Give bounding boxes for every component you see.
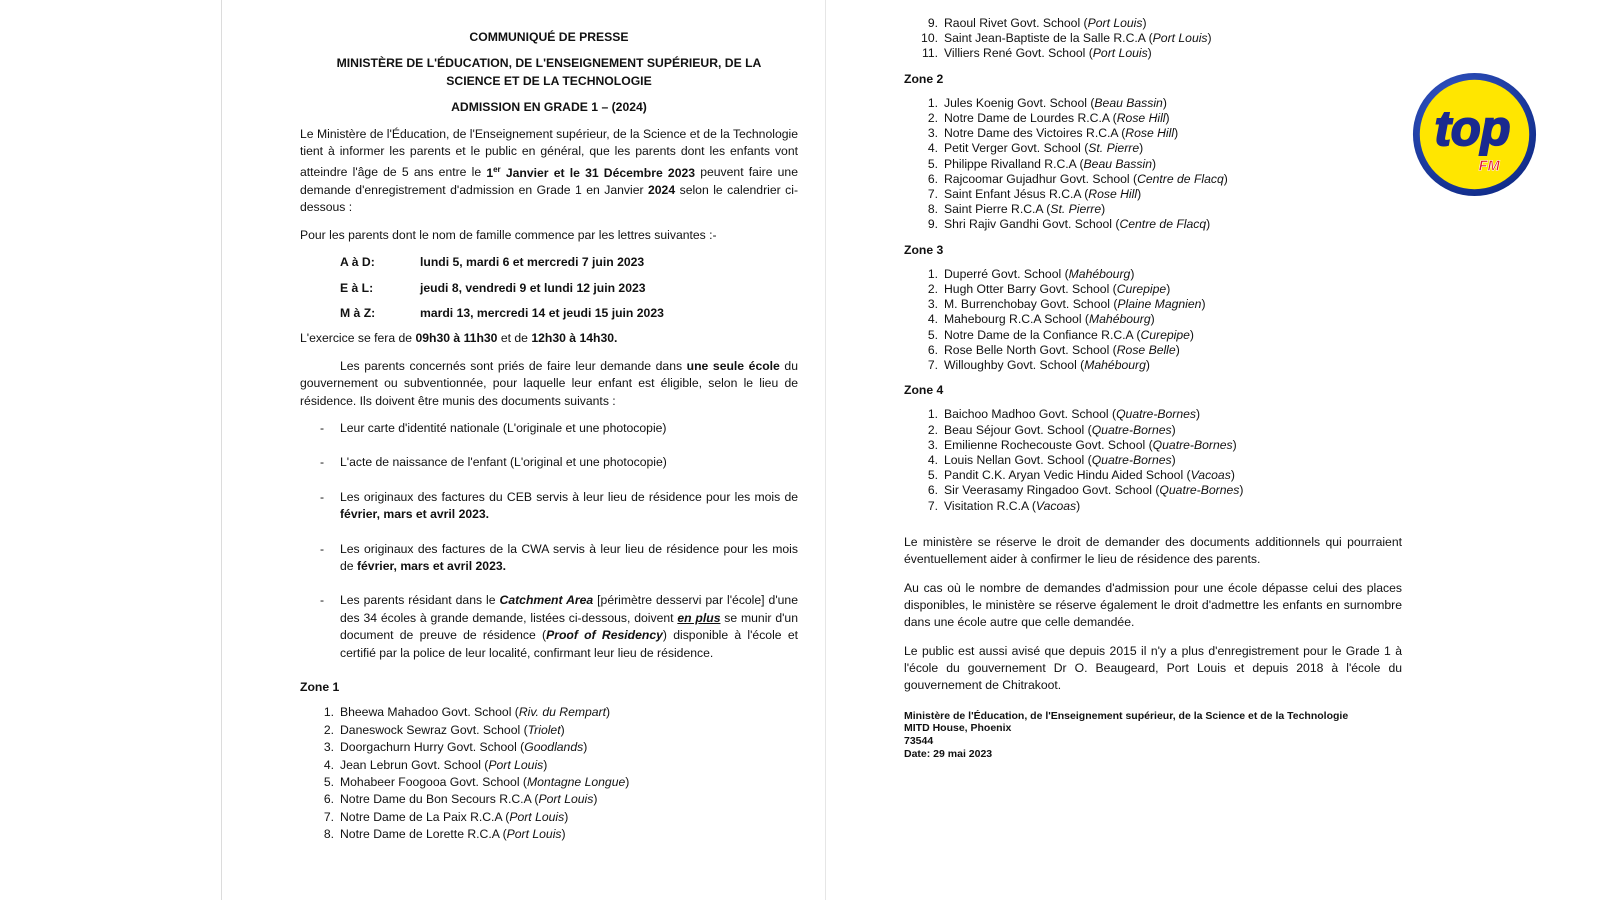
signature-address: MITD House, Phoenix <box>904 722 1012 735</box>
school-list-item <box>904 423 1402 438</box>
school-number: 11. <box>921 46 938 61</box>
school-list-item <box>904 126 1402 141</box>
school-location: Rose Hill <box>1088 187 1138 202</box>
school-location: Beau Bassin <box>1094 95 1163 110</box>
school-number: 4. <box>323 757 334 772</box>
school-location: Port Louis <box>488 757 544 772</box>
zone-4-title: Zone 4 <box>904 383 944 398</box>
school-location: Rose Hill <box>1116 111 1166 126</box>
school-name: M. Burrenchobay Govt. School (Plaine Magnien) <box>944 297 1206 312</box>
school-name: Notre Dame des Victoires R.C.A (Rose Hill) <box>944 126 1179 141</box>
school-name: Saint Jean-Baptiste de la Salle R.C.A (Port Louis) <box>944 31 1212 46</box>
zone-1-title: Zone 1 <box>300 680 340 695</box>
school-list-item <box>300 704 798 721</box>
zone-3-list <box>904 267 1402 373</box>
school-number: 5. <box>927 156 938 171</box>
school-number: 8. <box>927 202 938 217</box>
school-number: 2. <box>323 722 334 737</box>
schedule-letters: A à D: <box>340 255 375 270</box>
signature-date: Date: 29 mai 2023 <box>904 747 993 760</box>
school-location: Vacoas <box>1035 498 1077 513</box>
school-location: Port Louis <box>538 792 594 807</box>
closing-paragraph-1: Le ministère se réserve le droit de demander des documents additionnels qui pourraient éventuellement aider à confirmer le lieu de résidence des parents. <box>904 534 1402 566</box>
document-item: - Leur carte d'identité nationale (L'originale et une photocopie) <box>320 420 667 435</box>
school-number: 2. <box>927 111 938 126</box>
school-number: 4. <box>927 453 938 468</box>
school-number: 6. <box>323 792 334 807</box>
school-name: Beau Séjour Govt. School (Quatre-Bornes) <box>944 422 1176 437</box>
school-name: Notre Dame de Lorette R.C.A (Port Louis) <box>340 827 566 842</box>
schedule-row <box>340 280 798 297</box>
school-name: Duperré Govt. School (Mahébourg) <box>944 266 1135 281</box>
school-list-item <box>904 111 1402 126</box>
school-name: Jean Lebrun Govt. School (Port Louis) <box>340 757 548 772</box>
schedule-letters: M à Z: <box>340 305 376 320</box>
school-number: 2. <box>927 282 938 297</box>
school-number: 3. <box>323 740 334 755</box>
school-list-item <box>904 96 1402 111</box>
school-number: 7. <box>323 809 334 824</box>
school-name: Villiers René Govt. School (Port Louis) <box>944 46 1152 61</box>
school-name: Emilienne Rochecouste Govt. School (Quatre-Bornes) <box>944 437 1237 452</box>
zone-2-title: Zone 2 <box>904 71 944 86</box>
ministry-title <box>300 55 798 90</box>
parents-paragraph: Les parents concernés sont priés de faire leur demande dans une seule école du gouvernement ou subventionnée, pour laquelle leur enfant est éligible, selon le lieu de résidence. Ils doivent être munis des documents suivants : <box>300 358 798 408</box>
school-number: 2. <box>927 422 938 437</box>
school-list-item <box>904 499 1402 514</box>
school-location: Quatre-Bornes <box>1152 437 1233 452</box>
signature-block <box>904 710 1402 760</box>
school-number: 9. <box>927 16 938 30</box>
school-name: Willoughby Govt. School (Mahébourg) <box>944 358 1150 373</box>
school-location: Mahébourg <box>1068 266 1131 281</box>
school-number: 6. <box>927 171 938 186</box>
school-number: 4. <box>927 312 938 327</box>
school-list-item <box>904 297 1402 312</box>
school-location: St. Pierre <box>1050 202 1102 217</box>
school-location: Port Louis <box>1152 31 1208 46</box>
closing-paragraph-3: Le public est aussi avisé que depuis 2015 il n'y a plus d'enregistrement pour le Grade 1 à l'école du gouvernement Dr O. Beaugeard, Port Louis et depuis 2018 à l'école du gouvernement de Chitrakoot. <box>904 643 1402 692</box>
school-number: 1. <box>927 407 938 422</box>
logo-text: top <box>1434 102 1511 157</box>
school-location: Quatre-Bornes <box>1091 453 1172 468</box>
school-location: Port Louis <box>506 827 562 842</box>
schedule-letters: E à L: <box>340 280 374 295</box>
school-number: 3. <box>927 297 938 312</box>
school-list-item <box>904 172 1402 187</box>
school-number: 6. <box>927 483 938 498</box>
school-list-item <box>300 757 798 774</box>
school-location: Rose Belle <box>1116 342 1176 357</box>
school-number: 1. <box>927 266 938 281</box>
school-location: Rose Hill <box>1125 126 1175 141</box>
school-list-item <box>300 739 798 756</box>
school-location: Riv. du Rempart <box>518 705 607 720</box>
school-location: Triolet <box>527 722 561 737</box>
school-name: Rose Belle North Govt. School (Rose Belle) <box>944 342 1180 357</box>
school-number: 5. <box>323 775 334 790</box>
document-item: - Les originaux des factures du CEB servis à leur lieu de résidence pour les mois de février, mars et avril 2023. <box>320 489 798 522</box>
zone-3-title: Zone 3 <box>904 242 944 257</box>
school-list-item <box>904 282 1402 297</box>
school-name: Doorgachurn Hurry Govt. School (Goodlands) <box>340 740 588 755</box>
school-location: Centre de Flacq <box>1119 217 1207 232</box>
school-list-item <box>904 312 1402 327</box>
school-list-item <box>904 328 1402 343</box>
school-number: 7. <box>927 498 938 513</box>
school-list-item <box>904 483 1402 498</box>
school-name: Visitation R.C.A (Vacoas) <box>944 498 1081 513</box>
school-location: Plaine Magnien <box>1117 297 1202 312</box>
school-number: 5. <box>927 468 938 483</box>
school-list-item <box>300 826 798 843</box>
school-location: Mahébourg <box>1088 312 1151 327</box>
school-name: Petit Verger Govt. School (St. Pierre) <box>944 141 1144 156</box>
school-list-item <box>904 267 1402 282</box>
school-list-item <box>904 407 1402 422</box>
logo-subtext: FM <box>1478 158 1500 175</box>
school-name: Mahebourg R.C.A School (Mahébourg) <box>944 312 1155 327</box>
school-location: Port Louis <box>509 809 565 824</box>
right-column <box>904 16 1402 760</box>
school-number: 7. <box>927 358 938 373</box>
school-location: Mahébourg <box>1084 358 1146 373</box>
school-location: Curepipe <box>1116 282 1167 297</box>
school-name: Pandit C.K. Aryan Vedic Hindu Aided School (Vacoas) <box>944 468 1235 483</box>
school-list-item <box>300 722 798 739</box>
school-location: Curepipe <box>1140 327 1190 342</box>
signature-ministry: Ministère de l'Éducation, de l'Enseignement supérieur, de la Science et de la Technologie <box>904 709 1349 722</box>
school-name: Raoul Rivet Govt. School (Port Louis) <box>944 16 1147 30</box>
school-number: 4. <box>927 141 938 156</box>
left-column <box>300 29 798 844</box>
letters-intro: Pour les parents dont le nom de famille commence par les lettres suivantes :- <box>300 227 717 242</box>
school-location: Goodlands <box>524 740 584 755</box>
school-list-item <box>904 31 1402 46</box>
zone-2-list <box>904 96 1402 233</box>
school-name: Rajcoomar Gujadhur Govt. School (Centre de Flacq) <box>944 171 1228 186</box>
school-number: 3. <box>927 126 938 141</box>
school-name: Daneswock Sewraz Govt. School (Triolet) <box>340 722 565 737</box>
school-list-item <box>904 157 1402 172</box>
school-location: Centre de Flacq <box>1137 171 1224 186</box>
document-item: - Les originaux des factures de la CWA servis à leur lieu de résidence pour les mois de février, mars et avril 2023. <box>320 541 798 573</box>
school-list-item <box>300 791 798 808</box>
school-location: Montagne Longue <box>526 775 626 790</box>
school-number: 8. <box>323 827 334 842</box>
document-item: - Les parents résidant dans le Catchment Area [périmètre desservi par l'école] d'une des 34 écoles à grande demande, listées ci-dessous, doivent en plus se munir d'un document de preuve de résidence (Proof of Residency) disponible à l'école et certifié par la police de leur localité, confirmant leur lieu de résidence. <box>320 593 798 660</box>
school-name: Saint Enfant Jésus R.C.A (Rose Hill) <box>944 187 1142 202</box>
school-number: 6. <box>927 342 938 357</box>
school-list-item <box>904 468 1402 483</box>
schedule-dates: mardi 13, mercredi 14 et jeudi 15 juin 2023 <box>420 305 664 320</box>
schedule-row <box>340 254 798 271</box>
school-name: Jules Koenig Govt. School (Beau Bassin) <box>944 95 1167 110</box>
school-name: Notre Dame de La Paix R.C.A (Port Louis) <box>340 809 569 824</box>
school-name: Notre Dame de la Confiance R.C.A (Curepipe) <box>944 327 1194 342</box>
school-number: 1. <box>927 95 938 110</box>
zone-4-list <box>904 407 1402 513</box>
school-list-item <box>904 46 1402 61</box>
school-name: Sir Veerasamy Ringadoo Govt. School (Quatre-Bornes) <box>944 483 1244 498</box>
school-name: Baichoo Madhoo Govt. School (Quatre-Bornes) <box>944 407 1201 422</box>
school-list-item <box>904 187 1402 202</box>
school-name: Bheewa Mahadoo Govt. School (Riv. du Rempart) <box>340 705 611 720</box>
school-name: Mohabeer Foogooa Govt. School (Montagne Longue) <box>340 775 630 790</box>
intro-paragraph: Le Ministère de l'Éducation, de l'Enseignement supérieur, de la Science et de la Technologie tient à informer les parents et le public en général, que les parents dont les enfants vont atteindre l'âge de 5 ans entre le 1er Janvier et le 31 Décembre 2023 peuvent faire une demande d'enregistrement d'admission en Grade 1 en Janvier 2024 selon le calendrier ci-dessous : <box>300 126 799 215</box>
school-list-item <box>904 217 1402 232</box>
school-name: Philippe Rivalland R.C.A (Beau Bassin) <box>944 156 1157 171</box>
school-location: St. Pierre <box>1088 141 1140 156</box>
school-list-item <box>904 16 1402 31</box>
school-list-item <box>904 358 1402 373</box>
press-release-title: COMMUNIQUÉ DE PRESSE <box>469 30 629 44</box>
schedule-row <box>340 305 798 322</box>
school-location: Port Louis <box>1087 16 1143 30</box>
school-location: Port Louis <box>1092 46 1148 61</box>
zone-1-list-continued <box>904 16 1402 62</box>
school-number: 9. <box>927 217 938 232</box>
school-number: 3. <box>927 437 938 452</box>
school-number: 7. <box>927 187 938 202</box>
school-list-item <box>904 453 1402 468</box>
school-list-item <box>904 202 1402 217</box>
school-number: 5. <box>927 327 938 342</box>
school-location: Quatre-Bornes <box>1116 407 1197 422</box>
school-list-item <box>904 438 1402 453</box>
top-fm-logo <box>1411 71 1538 198</box>
school-location: Vacoas <box>1190 468 1231 483</box>
school-location: Beau Bassin <box>1083 156 1152 171</box>
school-name: Notre Dame du Bon Secours R.C.A (Port Louis) <box>340 792 598 807</box>
signature-code: 73544 <box>904 735 934 748</box>
hours-paragraph: L'exercice se fera de 09h30 à 11h30 et de 12h30 à 14h30. <box>300 331 618 346</box>
schedule-dates: lundi 5, mardi 6 et mercredi 7 juin 2023 <box>420 255 645 270</box>
zone-1-list <box>300 704 798 843</box>
school-name: Shri Rajiv Gandhi Govt. School (Centre de Flacq) <box>944 217 1211 232</box>
school-location: Quatre-Bornes <box>1091 422 1172 437</box>
document-item: - L'acte de naissance de l'enfant (L'original et une photocopie) <box>320 455 667 470</box>
ministry-title-line1: MINISTÈRE DE L'ÉDUCATION, DE L'ENSEIGNEMENT SUPÉRIEUR, DE LA <box>336 56 762 71</box>
school-name: Hugh Otter Barry Govt. School (Curepipe) <box>944 282 1171 297</box>
schedule-dates: jeudi 8, vendredi 9 et lundi 12 juin 2023 <box>420 280 646 295</box>
school-list-item <box>300 774 798 791</box>
school-location: Quatre-Bornes <box>1159 483 1240 498</box>
school-number: 10. <box>921 31 938 46</box>
ministry-title-line2: SCIENCE ET DE LA TECHNOLOGIE <box>446 73 652 88</box>
closing-paragraph-2: Au cas où le nombre de demandes d'admission pour une école dépasse celui des places disponibles, le ministère se réserve également le droit d'admettre les enfants en surnombre dans une école autre que celle demandée. <box>904 580 1402 629</box>
school-list-item <box>904 343 1402 358</box>
school-list-item <box>904 141 1402 156</box>
school-name: Saint Pierre R.C.A (St. Pierre) <box>944 202 1106 217</box>
school-name: Louis Nellan Govt. School (Quatre-Bornes) <box>944 453 1176 468</box>
admission-title: ADMISSION EN GRADE 1 – (2024) <box>451 100 647 115</box>
school-name: Notre Dame de Lourdes R.C.A (Rose Hill) <box>944 111 1170 126</box>
school-number: 1. <box>323 705 334 720</box>
school-list-item <box>300 809 798 826</box>
